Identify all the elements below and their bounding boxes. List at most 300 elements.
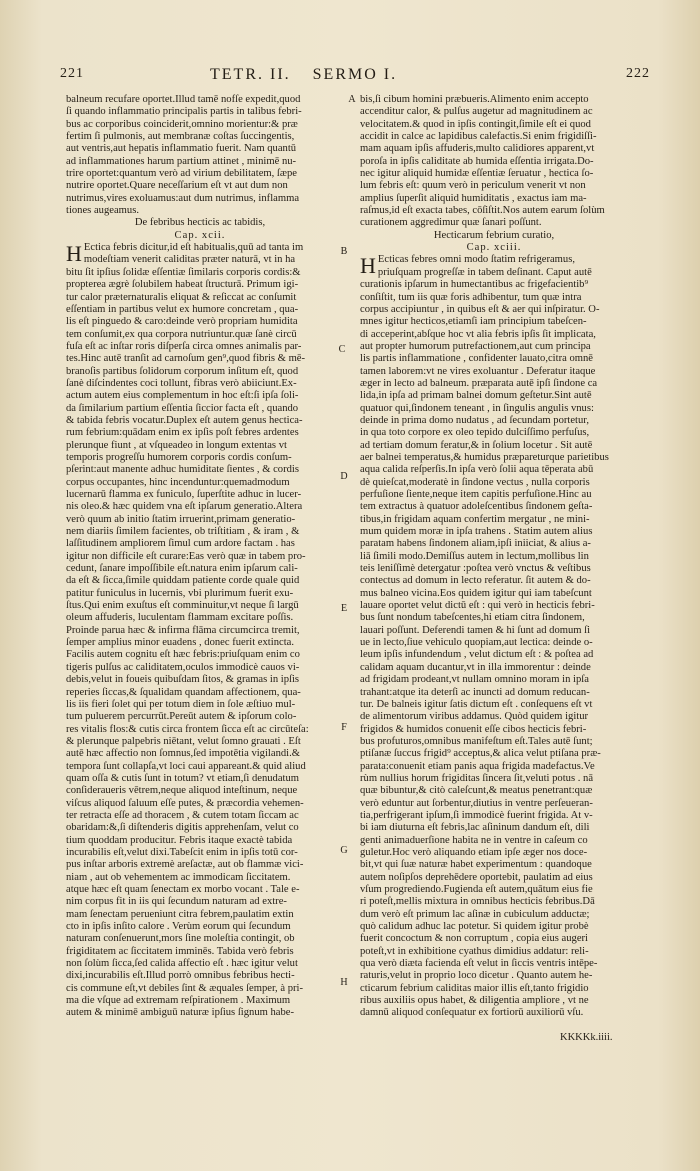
text-line <box>66 946 334 958</box>
line-text: raturis,velut in proprio loco dicetur . Quanto autem he- <box>360 970 593 982</box>
text-line <box>360 217 628 229</box>
text-line <box>66 526 334 538</box>
line-text: qua verò diæta facienda eſt velut in ſiccis ventris intēpe- <box>360 958 598 970</box>
line-text: nim corpus fit in iis qui ſecundum naturam ad extre- <box>66 896 287 908</box>
running-header <box>60 66 650 86</box>
text-line <box>66 983 334 995</box>
text-line <box>66 180 334 192</box>
chapter-heading: Cap. xcii. <box>174 229 226 241</box>
text-line <box>360 896 628 908</box>
text-line <box>360 440 628 452</box>
page-number-left: 221 <box>60 66 84 81</box>
line-text: bitu ſit ipſius ſolidæ eſſentiæ ſimilaris corporis cordis:& <box>66 266 301 278</box>
line-text: bus ac corporibus coinciderit,omnino morientur:& præ <box>66 118 298 130</box>
text-line <box>84 254 334 266</box>
text-line <box>66 662 334 674</box>
line-text: pſerint:aut manente adhuc humiditate ſientes , & cordis <box>66 464 299 476</box>
text-line <box>360 699 628 711</box>
text-line <box>66 168 334 180</box>
text-line <box>66 94 334 106</box>
line-text: patitur funiculus in lucernis, vbi plurimum fuerit exu- <box>66 587 294 599</box>
text-line <box>360 859 628 871</box>
line-text: curationis ipſarum in humectantibus ac frigefacientib⁹ <box>360 279 589 291</box>
line-text: obaridam:&,ſi diſtenderis digitis apprehenſam, velut co <box>66 822 299 834</box>
page-number-right: 222 <box>626 66 650 81</box>
text-line <box>360 909 628 921</box>
text-line <box>360 119 628 131</box>
chapter-heading: Cap. xciii. <box>466 242 522 254</box>
text-line <box>360 872 628 884</box>
text-line <box>66 575 334 587</box>
text-line <box>66 958 334 970</box>
line-text: ribus auxiliis opus habet, & diligentia ampliore , vt ne <box>360 995 589 1007</box>
text-line <box>360 415 628 427</box>
line-text: autē hæc affectio non ſomnus,ſed impotētia vigilandi.& <box>66 748 300 760</box>
text-line <box>66 625 334 637</box>
text-line <box>66 711 334 723</box>
text-line <box>66 489 334 501</box>
text-line <box>66 970 334 982</box>
line-text: frigidos & humidos conuenit eſſe cibos hecticis febri- <box>360 723 587 735</box>
text-line <box>360 822 628 834</box>
line-text: tes.Hinc autē tranſit ad carnoſum gen⁹,quod fibris & mē- <box>66 353 306 365</box>
text-line <box>360 143 628 155</box>
margin-letter-g: G <box>340 845 348 856</box>
text-line <box>360 711 628 723</box>
text-line <box>360 612 628 624</box>
text-line <box>360 748 628 760</box>
line-text: plerunque fiunt , at vſqueadeo in longum extentas vt <box>66 439 287 451</box>
line-text: tum puluerem percurrūt.Pereūt autem & ipſorum colo- <box>66 711 297 723</box>
text-line <box>360 477 628 489</box>
text-line <box>66 390 334 402</box>
line-text: liā ſimili modo.Demiſſus autem in lectum,mollibus lin <box>360 550 589 562</box>
text-line <box>360 131 628 143</box>
line-text: aer balnei temperatus,& humidus præpareturque parietibus <box>360 451 609 463</box>
line-text: mam ſenectam perueniunt citra febrem,paulatim extin <box>66 908 294 920</box>
line-text: dixi,incurabilis eſt.Illud porrò omnibus febribus hecti- <box>66 970 295 982</box>
text-line <box>66 538 334 550</box>
line-text: balneum recufare oportet.Illud tamē nofſe expedit,quod <box>66 94 301 105</box>
line-text: curationem aggredimur quæ ſanari poſſunt. <box>360 217 542 229</box>
margin-letter-e: E <box>340 603 348 614</box>
line-text: poroſa in ipſis caliditate ab humida eſſentia irrigata.Do- <box>360 155 594 167</box>
margin-letter-h: H <box>340 977 348 988</box>
line-text: laſſitudinem ampliorem ſimul cum ardore factam . has <box>66 538 295 550</box>
text-line <box>360 501 628 513</box>
text-line <box>360 687 628 699</box>
text-line <box>66 366 334 378</box>
text-line <box>360 625 628 637</box>
line-text: frigiditatem ac ſiccitatem imminēs. Tabida verò febris <box>66 945 294 957</box>
line-text: deinde in prima domo nudatus , ad ſecundam portetur, <box>360 414 590 426</box>
line-text: lauari poſſunt. Deferendi tamen & hi ſunt ad domum ſi <box>360 624 591 636</box>
line-text: trahant:atque ita deterſi ac inuncti ad domum reducan- <box>360 686 590 698</box>
line-text: teis leniſſimè detergatur :poſtea verò vnctus & veſtibus <box>360 563 591 575</box>
text-line <box>66 872 334 884</box>
line-text: ad frigidam prodeant,vt nullam omnino moram in ipſa <box>360 674 589 686</box>
line-text: da eſt & ſicca,ſimile quiddam patiente corde quale quid <box>66 575 300 587</box>
text-line <box>360 983 628 995</box>
text-line <box>360 736 628 748</box>
line-text: di acceperint,abſque hoc vt alia febris ipſis ſit implicata, <box>360 328 596 340</box>
line-text: paratam habens ſindonem aliam,ipſi iniiciat, & alius a- <box>360 538 591 550</box>
line-text: lauare oportet velut dictū eſt : qui verò in hecticis febri- <box>360 600 595 612</box>
line-text: bus ſunt nondum tabeſcentes,hi etiam citra ſindonem, <box>360 612 585 624</box>
line-text: amplius ſuperſit aliquid humiditatis , exactus iam ma- <box>360 192 587 204</box>
line-text: aut ventris,aut hepatis inflammatio fuerit. Nam quantū <box>66 143 297 155</box>
running-title-part-2: SERMO I. <box>312 66 398 83</box>
text-line <box>360 1007 628 1019</box>
text-line <box>360 292 628 304</box>
section-title: Hecticarum febrium curatio, <box>433 229 555 241</box>
text-line <box>360 316 628 328</box>
line-text: dè quieſcat,moderatè in ſindone vectus , nulla corporis <box>360 476 590 488</box>
section-title: De febribus hecticis ac tabidis, <box>134 217 266 229</box>
text-line <box>66 514 334 526</box>
line-text: & tabida febris vocatur.Duplex eſt autem genus hectica- <box>66 414 303 426</box>
line-text: verò quum ab initio ſtatim irruerint,primam generatio- <box>66 513 296 525</box>
text-line <box>360 600 628 612</box>
line-text: tigeris pulſus ac caliditatem,oculos immodicè cauos vi- <box>66 661 300 673</box>
line-text: Ecticas febres omni modo ſtatim refrigeramus, <box>377 254 575 266</box>
line-text: cis commune eſt,vt debiles ſint & æquales ſemper, à pri- <box>66 982 303 994</box>
text-line <box>66 884 334 896</box>
line-text: lis partis inflammatione , confidenter lauato,citra omnē <box>360 353 593 365</box>
line-text: res vitalis flos:& cutis circa frontem ſicca eſt ac circūteſa: <box>66 723 309 735</box>
line-text: atque hæc eſt quam ſenectam ex morbo vocant . Tale e- <box>66 884 300 895</box>
line-text: lis eſt pinguedo & caro:deinde verò propriam humidita <box>66 316 298 328</box>
text-line <box>360 958 628 970</box>
text-line <box>360 551 628 563</box>
text-line <box>66 279 334 291</box>
text-line <box>360 279 628 291</box>
text-line <box>360 193 628 205</box>
margin-letter-f: F <box>341 722 347 733</box>
text-line <box>360 724 628 736</box>
text-line <box>66 440 334 452</box>
left-text-block-a <box>66 94 334 217</box>
text-line <box>66 674 334 686</box>
line-text: parata:conuenit etiam panis aqua frigida madefactus.Ve <box>360 760 595 772</box>
line-text: ſi quando inflammatio principalis partis in talibus febri- <box>66 106 302 118</box>
line-text: cticarum febrium caliditas maior illis eſt,tanto frigidio <box>360 982 589 994</box>
line-text: ptiſanæ ſuccus frigid⁹ acceptus,& alica velut ptiſana præ- <box>360 748 601 760</box>
text-line <box>66 329 334 341</box>
line-text: nec igitur aliquid humidæ eſſentiæ ſeruatur , hectica ſo- <box>360 168 594 180</box>
text-line <box>360 835 628 847</box>
text-line <box>66 464 334 476</box>
text-line <box>66 810 334 822</box>
right-text-block-b <box>360 254 628 1019</box>
line-text: priuſquam progreſſæ in tabem deſinant. Caput autē <box>377 266 592 278</box>
text-line <box>66 761 334 773</box>
line-text: temporis progreſſu humorem corporis cordis conſum- <box>66 451 292 463</box>
text-line <box>360 427 628 439</box>
drop-cap: H <box>66 241 82 267</box>
line-text: bi iam diuturna eſt febris,lac aſininum dandum eſt, dili <box>360 822 590 834</box>
line-text: viſcus aliquod ſaluum eſſe putes, & præcordia vehemen- <box>66 797 304 809</box>
text-line <box>360 884 628 896</box>
margin-letter-a: A <box>348 94 356 105</box>
text-line <box>360 156 628 168</box>
text-line <box>66 106 334 118</box>
line-text: da ſimilarium partium eſſentia ſiccior facta eſt , quando <box>66 402 299 414</box>
line-text: bit,vt qui ſuæ naturæ habet experimentum : quandoque <box>360 859 592 871</box>
line-text: vſum progrediendo.Fugienda eſt autem,quātum eius fie <box>360 884 593 895</box>
text-line <box>360 575 628 587</box>
line-text: de alimentorum viribus addamus. Quòd quidem igitur <box>360 711 589 723</box>
text-line <box>66 921 334 933</box>
line-text: calidam aquam ducantur,vt in illa immorentur : deinde <box>360 661 591 673</box>
text-line <box>66 1007 334 1019</box>
line-text: conſiſtit, tum iis quæ foris adhibentur, tum quæ intra <box>360 291 582 303</box>
right-text-block-a <box>360 94 628 230</box>
line-text: reperies ſiccas,& ſqualidam quandam affectionem, qua- <box>66 686 301 698</box>
line-text: tibus,in frigidam aquam confertim mergatur , ne mini- <box>360 513 590 525</box>
line-text: Proinde parua hæc & infirma flāma circumcirca tremit, <box>66 624 300 636</box>
text-line <box>66 267 334 279</box>
line-text: verò eduntur aut ſorbentur,diutius in ventre perſeueran- <box>360 797 593 809</box>
text-line <box>66 427 334 439</box>
line-text: velocitatem.& quod in ipſis contingit,ſimile eſt ei quod <box>360 118 591 130</box>
line-text: tium quoddam producitur. Febris itaque exactè tabida <box>66 834 293 846</box>
text-line <box>66 637 334 649</box>
text-line <box>360 588 628 600</box>
line-text: rùm nullius horum frigiditas ſincera ſit,veluti potus . nā <box>360 772 594 784</box>
line-text: tiones augeamus. <box>66 205 139 217</box>
line-text: lucernarū flamma ex funiculo, ſuperſtite adhuc in lucer- <box>66 489 302 500</box>
text-line <box>66 143 334 155</box>
margin-letter-b: B <box>340 246 348 257</box>
text-line <box>66 131 334 143</box>
left-column <box>66 94 334 1094</box>
text-line <box>66 415 334 427</box>
line-text: poteſt,vt in exhibitione cyathus dimidius addatur: reli- <box>360 945 589 957</box>
line-text: cedunt, ſanare impoſſibile eſt.natura enim ipſarum cali- <box>66 563 298 575</box>
margin-letter-c: C <box>338 344 346 355</box>
text-line <box>360 168 628 180</box>
text-line <box>360 995 628 1007</box>
line-text: æger in lecto ad balneum. præparata autē ipſi ſindone ca <box>360 377 598 389</box>
text-line <box>360 970 628 982</box>
text-line <box>360 810 628 822</box>
text-line <box>360 464 628 476</box>
text-line <box>360 378 628 390</box>
text-line <box>360 761 628 773</box>
text-line <box>66 501 334 513</box>
line-text: ad inflammationes harum partium attinet , minimē nu- <box>66 155 297 167</box>
line-text: mum quidem moræ in ipſa trahens . Statim autem alius <box>360 526 593 538</box>
line-text: quam oſſa & cutis ſunt in totum? vt etiam,ſi denudatum <box>66 772 300 784</box>
text-line <box>360 773 628 785</box>
text-line <box>360 798 628 810</box>
line-text: branoſis partibus ſolidorum corporum inſitum eſt, quod <box>66 365 299 377</box>
line-text: ſtus.Qui enim exuſtus eſt comminuitur,vt neque ſi largū <box>66 600 299 612</box>
text-line <box>66 748 334 760</box>
line-text: tempora ſunt collapſa,vt loci caui appareant.& quid aliud <box>66 760 306 772</box>
line-text: aqua calida reſperſis.In ipſa verò ſolii aqua tēperata abū <box>360 464 594 476</box>
text-line <box>66 896 334 908</box>
line-text: quæ bibuntur,& citò caleſcunt,& meatus penetrant:quæ <box>360 785 593 797</box>
text-line <box>66 588 334 600</box>
margin-letter-d: D <box>340 471 348 482</box>
line-text: quò calidum adhuc lac potetur. Si quidem igitur probè <box>360 921 589 933</box>
line-text: fuerit concoctum & non corruptum , copia eius augeri <box>360 933 588 945</box>
text-line <box>66 649 334 661</box>
line-text: ad tertiam domum feratur,& in ſolium locetur . Sit autē <box>360 439 593 451</box>
text-line <box>66 835 334 847</box>
line-text: cto in ipſis inſito calore . Verùm eorum qui ſecundum <box>66 921 291 933</box>
line-text: lum febris eſt: quum verò in periculum venerit vt non <box>360 180 586 192</box>
line-text: pus inſtar arboris extremè areſactæ, aut ob flammæ vici- <box>66 859 304 871</box>
text-line <box>360 304 628 316</box>
line-text: perfuſione ſiente,neque item capitis perfuſione.Hinc au <box>360 489 592 500</box>
text-line <box>66 119 334 131</box>
line-text: aut propter humorum putrefactionem,aut cum principa <box>360 340 591 352</box>
text-line <box>66 551 334 563</box>
text-line <box>360 946 628 958</box>
text-line <box>360 180 628 192</box>
text-line <box>66 847 334 859</box>
text-line <box>66 477 334 489</box>
signature-mark: KKKKk.iiii. <box>560 1032 613 1043</box>
line-text: mam aquam ipſis affuderis,multo calidiores apparent,vt <box>360 143 595 155</box>
text-line <box>66 909 334 921</box>
text-line <box>66 995 334 1007</box>
line-text: lida,in ipſa ad primam balnei domum geſtetur.Sint autē <box>360 390 592 402</box>
line-text: Ectica febris dicitur,id eſt habitualis,quū ad tanta im <box>83 242 304 254</box>
text-line <box>66 205 334 217</box>
text-line <box>360 514 628 526</box>
line-text: & plerunque palpebris niētant, velut ſomno grauati . Eſt <box>66 735 301 747</box>
text-line <box>66 822 334 834</box>
text-line <box>360 847 628 859</box>
line-text: accenditur calor, & pulſus augetur ad magnitudinem ac <box>360 106 593 118</box>
text-line <box>66 353 334 365</box>
text-line <box>360 637 628 649</box>
line-text: bis,ſi cibum homini præbueris.Alimento enim accepto <box>360 94 589 105</box>
line-text: quatuor qui,ſindonem teneant , in ſingulis angulis vnus: <box>360 402 594 414</box>
text-line <box>360 785 628 797</box>
text-line <box>66 699 334 711</box>
line-text: niam , aut ob vehementem ac immodicam ſiccitatem. <box>66 871 291 883</box>
line-text: ri poteſt,mellis mixtura in omnibus hecticis febribus.Dā <box>360 896 595 908</box>
text-line <box>66 156 334 168</box>
text-line <box>66 933 334 945</box>
running-title <box>210 66 397 84</box>
line-text: ſemper amplius minor euadens , donec fuerit extincta. <box>66 637 294 649</box>
text-line <box>360 452 628 464</box>
text-line <box>360 353 628 365</box>
text-line <box>360 662 628 674</box>
line-text: contectus ad domum in lecto referatur. ſit autem & do- <box>360 575 591 587</box>
left-text-block-b <box>66 242 334 1020</box>
line-text: ter retracta eſſe ad thoracem , & cutem totam ſiccam ac <box>66 809 299 821</box>
text-line <box>360 329 628 341</box>
text-line <box>360 674 628 686</box>
text-line <box>66 341 334 353</box>
running-title-part-1: TETR. II. <box>210 66 291 83</box>
line-text: accidit in calce ac lapidibus calefactis.Si enim frigidiſſi- <box>360 131 597 143</box>
line-text: autem noſipſos deprehēdere oportebit, paulatim ad eius <box>360 871 593 883</box>
text-line <box>66 773 334 785</box>
text-line <box>66 612 334 624</box>
text-line <box>360 538 628 550</box>
text-line <box>66 687 334 699</box>
line-text: bus profuturos,omnibus manifeſtum eſt.Tales autē ſunt; <box>360 735 593 747</box>
line-text: nis oleo.& hæc quidem vna eſt ipſarum generatio.Altera <box>66 501 303 513</box>
text-line <box>360 390 628 402</box>
line-text: Facilis autem cognitu eſt hæc febris:priuſquam enim co <box>66 649 300 661</box>
line-text: ſanè diſcindentes coci tollunt, fibras verò abiiciunt.Ex- <box>66 377 297 389</box>
line-text: nem diariis ſimilem facientes, ob triſtitiam , & iram , & <box>66 526 300 538</box>
line-text: guletur.Hoc verò aliquando etiam ipſe æger nos doce- <box>360 846 588 858</box>
line-text: damnū aliquod conſequatur ex fortiorū auxiliorū vſu. <box>360 1007 584 1019</box>
text-line <box>360 94 628 106</box>
text-line <box>66 724 334 736</box>
text-line <box>378 267 628 279</box>
line-text: modeſtiam venerit caliditas præter naturā, vt in ha <box>83 254 296 266</box>
line-text: raſmus,id eſt exacta tabes, cōſiſtit.Nos autem earum ſolùm <box>360 205 605 217</box>
text-line <box>66 736 334 748</box>
text-line <box>66 452 334 464</box>
text-line <box>360 921 628 933</box>
line-text: naturam conſenuerunt,mors ſine moleſtia contingit, ob <box>66 933 295 945</box>
line-text: lis iis fieri ſolet qui per totum diem in ſole æſtiuo mul- <box>66 698 296 710</box>
line-text: trire oportet:quantum verò ad virium debilitatem, ſæpe <box>66 168 297 180</box>
line-text: mus balneo vicina.Eos quidem igitur qui iam tabeſcunt <box>360 587 592 599</box>
text-line <box>360 489 628 501</box>
line-text: corpus accipiuntur , in quibus eſt & aer qui inſpiratur. O- <box>360 303 600 315</box>
text-line <box>66 193 334 205</box>
text-line <box>66 798 334 810</box>
line-text: genti animaduerſione habita ne in ventre in caſeum co <box>360 834 588 846</box>
text-line <box>360 366 628 378</box>
line-text: propterea ægrè ſolubilem habeat ſtructurā. Primum igi- <box>66 279 299 291</box>
line-text: ma die vſque ad extremam reſpirationem . Maximum <box>66 995 291 1007</box>
line-text: dum verò eſt primum lac aſinæ in cubiculum adductæ; <box>360 908 590 920</box>
text-line <box>66 292 334 304</box>
line-text: tem conſumit,ex qua corpora nutriuntur.quæ ſanè circū <box>66 328 297 340</box>
line-text: autem & minimē ambiguū naturæ ipſius ſignum habe- <box>66 1007 295 1019</box>
line-text: oleum affuderis, luculentam flammam excitare poſſis. <box>66 612 294 624</box>
line-text: nutrimus,vires exoluamus:aut dum nutrimus, inflamma <box>66 192 300 204</box>
line-text: nutrire oportet.Quare neceſſarium eſt vt aut dum non <box>66 180 288 192</box>
text-line <box>360 933 628 945</box>
text-line <box>66 785 334 797</box>
line-text: conſideraueris vētrem,neque aliquod inteſtinum, neque <box>66 785 298 797</box>
text-line <box>66 316 334 328</box>
text-line <box>66 859 334 871</box>
line-text: debis,velut in foueis quibuſdam ſitos, & gramas in ipſis <box>66 674 300 686</box>
line-text: tamen laborem:vt ne vires exoluantur . Deferatur itaque <box>360 365 596 377</box>
line-text: tia,perfrigerant ipſum,ſi immodicè fuerint frigida. At v- <box>360 809 593 821</box>
text-line <box>360 106 628 118</box>
text-line <box>66 403 334 415</box>
line-text: tem extractus à quatuor adoleſcentibus ſindonem geſta- <box>360 501 593 513</box>
line-text: in qua toto corpore ex oleo tepido dulciſſimo perfuſus, <box>360 427 590 439</box>
text-line <box>66 563 334 575</box>
line-text: mnes igitur hecticos,etiamſi iam principium tabeſcen- <box>360 316 587 328</box>
text-line <box>360 341 628 353</box>
line-text: ue in lecto,ſiue vehiculo quopiam,aut lectica: deinde o- <box>360 637 593 649</box>
line-text: igitur non difficile eſt curare:Eas verò quæ in tabem pro- <box>66 550 306 562</box>
line-text: incurabilis eſt,velut dixi.Tabeſcit enim in ipſis totū cor- <box>66 846 298 858</box>
text-line <box>66 378 334 390</box>
line-text: fertim ſi pulmonis, aut membranæ coſtas ſuccingentis, <box>66 131 295 143</box>
text-line <box>360 563 628 575</box>
